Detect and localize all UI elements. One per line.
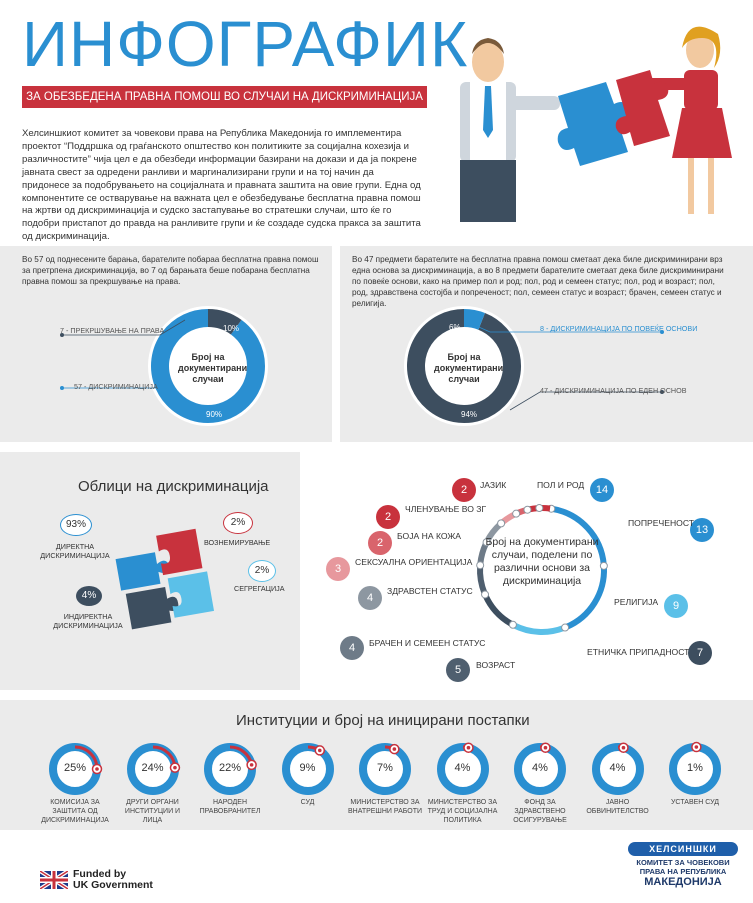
donut2-pct-large: 94% — [461, 410, 478, 419]
grounds-node — [562, 624, 569, 631]
grounds-badge: 9 — [664, 594, 688, 618]
institution-pct: 25% — [63, 762, 87, 774]
form-direct-label: ДИРЕКТНА ДИСКРИМИНАЦИЈА — [40, 542, 110, 560]
institution-label: УСТАВЕН СУД — [670, 799, 719, 806]
institution-pct: 4% — [609, 762, 626, 774]
grounds-label: СЕКСУАЛНА ОРИЕНТАЦИЈА — [355, 557, 473, 567]
ring-marker-dot — [621, 746, 625, 750]
funded-line1: Funded by — [73, 868, 127, 880]
form-harassment-pct: 2% — [223, 512, 253, 534]
puzzle-segregation — [168, 571, 214, 617]
institution-label: ЈАВНО ОБВИНИТЕЛСТВО — [586, 799, 649, 815]
ring-marker-dot — [695, 745, 699, 749]
uk-flag-icon — [40, 871, 68, 889]
panel2-text: Во 47 предмети барателите на бесплатна правна помош сметаат дека биле дискриминирани врз една основа за дискриминација, а во 8 предмети барателите сметаат дека биле дискриминирани по повеќе основи, како на пример пол и род; пол, род и семеен статус; пол, род и возраст; пол, род, здравствена состојба и попреченост; пол, семеен статус и возраст; брачен, семеен статус и религија. — [352, 255, 724, 308]
donut2-label-large: 47 - ДИСКРИМИНАЦИЈА ПО ЕДЕН ОСНОВ — [540, 386, 687, 395]
form-harassment-label: ВОЗНЕМИРУВАЊЕ — [204, 538, 271, 547]
institution-pct: 22% — [218, 762, 242, 774]
grounds-badge: 13 — [690, 518, 714, 542]
ring-marker-dot — [317, 749, 321, 753]
donut2-center-label: Број на документирани случаи — [434, 352, 504, 384]
donut1-pct-large: 90% — [206, 410, 223, 419]
grounds-node — [536, 505, 543, 512]
donut2-pct-small: 6% — [449, 323, 461, 332]
helsinki-logo-word: ХЕЛСИНШКИ — [628, 842, 738, 856]
institution-label: ДРУГИ ОРГАНИ ИНСТИТУЦИИ И ЛИЦА — [124, 799, 181, 824]
page-title: ИНФОГРАФИК — [22, 8, 469, 80]
grounds-label: БРАЧЕН И СЕМЕЕН СТАТУС — [369, 638, 486, 648]
grounds-center-label: Број на документирани случаи, поделени по различни основи за дискриминација — [485, 536, 599, 587]
logo-line3: МАКЕДОНИЈА — [644, 876, 722, 888]
donut-chart-requests — [0, 300, 332, 442]
ring-marker-dot — [466, 746, 470, 750]
grounds-label: ЕТНИЧКА ПРИПАДНОСТ — [587, 647, 690, 657]
grounds-label: ВОЗРАСТ — [476, 660, 516, 670]
institution-pct: 24% — [141, 762, 164, 774]
intro-paragraph: Хелсиншкиот комитет за човекови права на Република Македонија го имплементира проектот “Поддршка од граѓанското општество кон политиките за социјална кохезија и различностите” чија цел е да обезбеди информации базирани на докази и да ја покрене јавната свест за одредени ранливи и маргинализирани групи и на тој начин да придонесе за подобрувањето на социјалната и правната заштита на овие групи. Една од компонентите се остварување на важната цел е обезбедување бесплатна правна помош на жртви од дискриминација и судско застапување во стратешки случаи, што ќе го подобри пристапот до правда на ранливите групи и ќе создаде судска пракса за заштита од дискриминација. — [22, 128, 421, 243]
grounds-label: РЕЛИГИЈА — [614, 597, 659, 607]
institution-label: МИНИСТЕРСТВО ЗА ТРУД И СОЦИЈАЛНА ПОЛИТИКА — [427, 799, 498, 824]
grounds-label: ЗДРАВСТЕН СТАТУС — [387, 586, 473, 596]
institution-pct: 1% — [687, 762, 703, 774]
ring-marker-dot — [544, 746, 548, 750]
grounds-badge: 2 — [452, 478, 476, 502]
form-segregation-pct: 2% — [248, 560, 276, 582]
grounds-node — [524, 506, 531, 513]
grounds-label: ЈАЗИК — [480, 480, 507, 490]
donut1-pct-small: 10% — [223, 324, 240, 333]
institution-pct: 4% — [454, 762, 471, 774]
grounds-node — [482, 591, 489, 598]
donut1-center-label: Број на документирани случаи — [178, 352, 248, 384]
form-direct-pct: 93% — [60, 514, 92, 536]
form-segregation-label: СЕГРЕГАЦИЈА — [234, 584, 285, 593]
donut-segment-small — [464, 318, 482, 321]
puzzle-people-illustration — [430, 10, 750, 225]
donut1-label-small: 7 - ПРЕКРШУВАЊЕ НА ПРАВА — [60, 326, 165, 335]
logo-line2: ПРАВА НА РЕПУБЛИКА — [639, 867, 727, 876]
grounds-badge: 2 — [368, 531, 392, 555]
institution-label: СУД — [300, 799, 315, 806]
institution-pct: 7% — [377, 762, 393, 774]
forms-title: Облици на дискриминација — [78, 478, 269, 495]
puzzle-harassment — [156, 529, 202, 575]
form-indirect-label: ИНДИРЕКТНА ДИСКРИМИНАЦИЈА — [53, 612, 123, 630]
institution-label: ФОНД ЗА ЗДРАВСТВЕНО ОСИГУРУВАЊЕ — [513, 799, 567, 824]
grounds-label: БОЈА НА КОЖА — [397, 531, 462, 541]
grounds-badge: 4 — [340, 636, 364, 660]
donut-chart-grounds — [340, 300, 753, 442]
logo-line1: КОМИТЕТ ЗА ЧОВЕКОВИ — [636, 858, 730, 867]
helsinki-logo-text — [628, 858, 738, 889]
grounds-node — [498, 520, 505, 527]
grounds-badge: 4 — [358, 586, 382, 610]
donut1-label-large: 57 - ДИСКРИМИНАЦИЈА — [74, 382, 158, 391]
grounds-badge: 3 — [326, 557, 350, 581]
funded-line2: UK Government — [73, 879, 153, 891]
ring-marker-dot — [393, 747, 397, 751]
institution-label: КОМИСИЈА ЗА ЗАШТИТА ОД ДИСКРИМИНАЦИЈА — [41, 799, 109, 824]
institution-pct: 4% — [532, 762, 548, 774]
grounds-node — [509, 621, 516, 628]
institutions-title: Институции и број на иницирани постапки — [236, 712, 530, 729]
donut2-label-small: 8 - ДИСКРИМИНАЦИЈА ПО ПОВЕЌЕ ОСНОВИ — [540, 324, 698, 333]
grounds-node — [513, 510, 520, 517]
institution-label: НАРОДЕН ПРАВОБРАНИТЕЛ — [199, 799, 261, 815]
funded-by-text — [73, 869, 153, 891]
grounds-label: ПОЛ И РОД — [537, 480, 585, 490]
form-indirect-pct: 4% — [76, 586, 102, 606]
leader-dot — [60, 386, 64, 390]
grounds-label: ЧЛЕНУВАЊЕ ВО ЗГ — [405, 504, 487, 514]
grounds-badge: 14 — [590, 478, 614, 502]
page-subtitle: ЗА ОБЕЗБЕДЕНА ПРАВНА ПОМОШ ВО СЛУЧАИ НА ДИСКРИМИНАЦИЈА — [22, 86, 427, 108]
grounds-badge: 2 — [376, 505, 400, 529]
institution-pct: 9% — [299, 762, 316, 774]
grounds-label: ПОПРЕЧЕНОСТ — [628, 518, 695, 528]
grounds-badge: 7 — [688, 641, 712, 665]
panel1-text: Во 57 од поднесените барања, барателите побараа бесплатна правна помош за претрпена дискриминација, во 7 од барањата беше побарана бесплатна правна помош за прекршување на права. — [22, 255, 319, 286]
institution-label: МИНИСТЕРСТВО ЗА ВНАТРЕШНИ РАБОТИ — [347, 799, 423, 815]
grounds-badge: 5 — [446, 658, 470, 682]
